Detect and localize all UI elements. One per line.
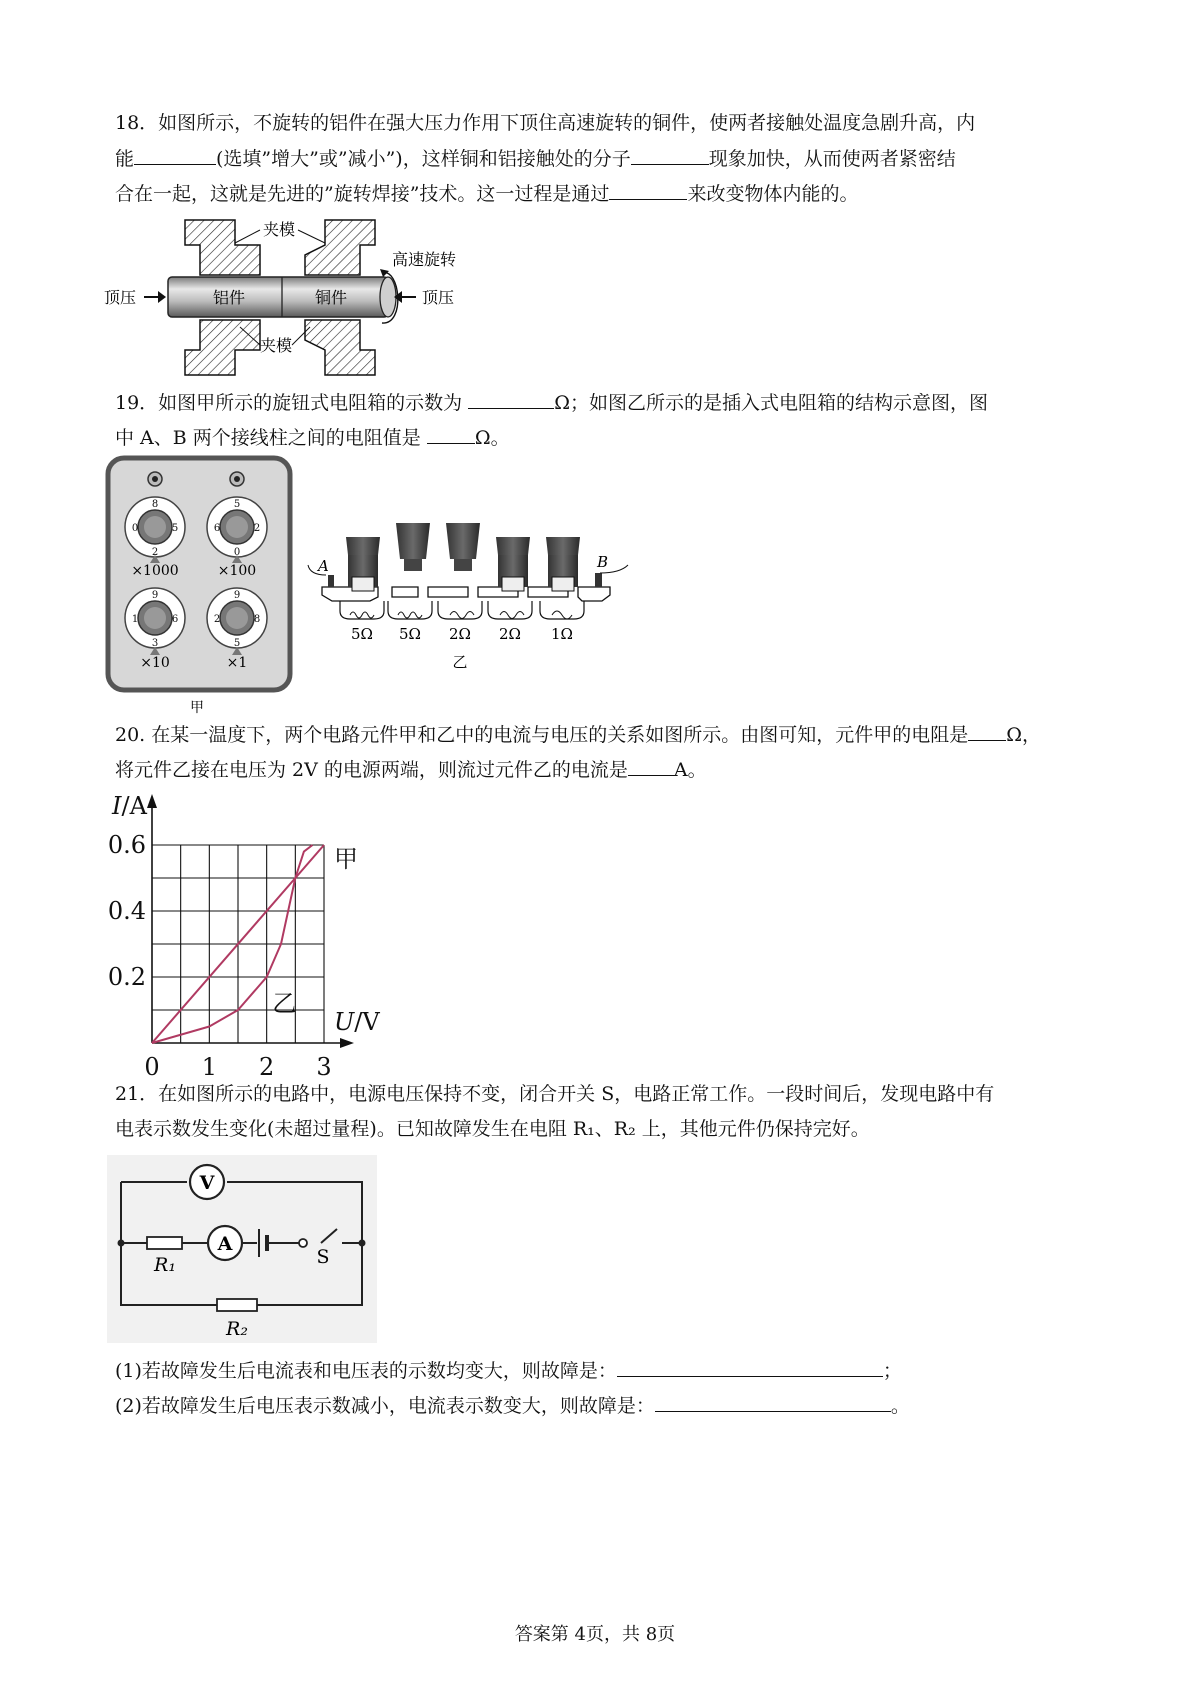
label-x1: ×1 xyxy=(226,655,248,671)
q18-line-3: 合在一起，这就是先进的”旋转焊接”技术。这一过程是通过 来改变物体内能的。 xyxy=(115,183,859,205)
switch-label: S xyxy=(316,1246,330,1268)
plug-1 xyxy=(346,537,380,591)
x-tick-label: 3 xyxy=(316,1053,332,1080)
q19-blank-2[interactable] xyxy=(427,425,475,444)
q21-sub-1: (1)若故障发生后电流表和电压表的示数均变大，则故障是： ； xyxy=(115,1360,902,1382)
svg-text:2: 2 xyxy=(213,614,221,625)
iu-chart xyxy=(100,790,400,1080)
q20-blank-1[interactable] xyxy=(968,722,1006,741)
plug-resistance-box-figure xyxy=(300,515,640,675)
x-tick-label: 0 xyxy=(144,1053,160,1080)
svg-text:5: 5 xyxy=(233,638,241,649)
clamp-bottom-label: 夹模 xyxy=(260,336,293,355)
svg-text:3: 3 xyxy=(151,638,159,649)
q19-line-2: 中 A、B 两个接线柱之间的电阻值是 Ω。 xyxy=(115,427,510,449)
terminal-a-label: A xyxy=(318,557,329,575)
svg-text:5: 5 xyxy=(171,523,179,534)
resistor-label-3: 2Ω xyxy=(449,625,471,643)
r1-label: R₁ xyxy=(154,1254,176,1276)
q18-blank-2[interactable] xyxy=(631,146,709,165)
circuit-diagram xyxy=(107,1155,377,1343)
label-x10: ×10 xyxy=(140,655,170,671)
q21-sub-2: (2)若故障发生后电压表示数减小，电流表示数变大，则故障是： 。 xyxy=(115,1395,910,1417)
q21-blank-2[interactable] xyxy=(655,1393,891,1412)
svg-text:9: 9 xyxy=(151,590,159,601)
svg-text:8: 8 xyxy=(151,499,159,510)
friction-welding-figure xyxy=(100,215,480,380)
svg-text:0: 0 xyxy=(233,547,241,558)
voltmeter-label: V xyxy=(199,1172,215,1194)
resistor-label-4: 2Ω xyxy=(499,625,521,643)
q21-blank-1[interactable] xyxy=(617,1358,883,1377)
copper-label: 铜件 xyxy=(315,288,348,307)
series-label-jia: 甲 xyxy=(334,845,358,873)
q18-blank-1[interactable] xyxy=(134,146,216,165)
q21-line-1: 21．在如图所示的电路中，电源电压保持不变，闭合开关 S，电路正常工作。一段时间后，发现电路中有 xyxy=(115,1083,995,1105)
q20-line-2: 将元件乙接在电压为 2V 的电源两端，则流过元件乙的电流是 A。 xyxy=(115,759,707,781)
press-right-label: 顶压 xyxy=(422,288,455,307)
plug-2 xyxy=(396,523,430,571)
r2-label: R₂ xyxy=(226,1318,248,1340)
press-left-label: 顶压 xyxy=(104,288,137,307)
label-x1000: ×1000 xyxy=(131,563,179,579)
q18-blank-3[interactable] xyxy=(609,181,687,200)
x-axis-label: U/V xyxy=(334,1008,380,1036)
q19-line-1: 19．如图甲所示的旋钮式电阻箱的示数为 Ω；如图乙所示的是插入式电阻箱的结构示意图，图 xyxy=(115,392,988,414)
svg-text:5: 5 xyxy=(233,499,241,510)
svg-text:2: 2 xyxy=(253,523,261,534)
x-tick-label: 1 xyxy=(201,1053,217,1080)
clamp-top-label: 夹模 xyxy=(263,220,296,239)
y-tick-label: 0.4 xyxy=(107,897,146,925)
plug-4 xyxy=(496,537,530,591)
svg-text:6: 6 xyxy=(171,614,179,625)
caption-yi: 乙 xyxy=(452,653,468,671)
aluminum-label: 铝件 xyxy=(213,288,246,307)
q18-line-1: 18．如图所示，不旋转的铝件在强大压力作用下顶住高速旋转的铜件，使两者接触处温度急剧升高，内 xyxy=(115,112,976,134)
page-footer: 答案第 4页，共 8页 xyxy=(514,1624,676,1645)
series-label-yi: 乙 xyxy=(272,989,297,1018)
terminal-b-label: B xyxy=(597,553,609,571)
q21-line-2: 电表示数发生变化(未超过量程)。已知故障发生在电阻 R₁、R₂ 上，其他元件仍保持完好。 xyxy=(115,1118,870,1140)
svg-text:0: 0 xyxy=(131,523,139,534)
resistor-label-5: 1Ω xyxy=(551,625,573,643)
svg-text:8: 8 xyxy=(253,614,261,625)
resistor-r2 xyxy=(217,1299,257,1311)
y-tick-label: 0.6 xyxy=(107,831,146,859)
rotary-resistance-box-figure xyxy=(105,455,295,720)
svg-text:9: 9 xyxy=(233,590,241,601)
svg-text:1: 1 xyxy=(131,614,139,625)
svg-text:2: 2 xyxy=(151,547,159,558)
label-x100: ×100 xyxy=(217,563,257,579)
resistor-label-2: 5Ω xyxy=(399,625,421,643)
rotate-label: 高速旋转 xyxy=(392,250,457,269)
resistor-r1 xyxy=(147,1237,182,1249)
y-tick-label: 0.2 xyxy=(107,963,146,991)
y-axis-label: I/A xyxy=(112,792,147,820)
x-tick-label: 2 xyxy=(259,1053,275,1080)
q18-line-2: 能 (选填”增大”或”减小”)，这样铜和铝接触处的分子 现象加快，从而使两者紧密结 xyxy=(115,148,956,170)
ammeter-label: A xyxy=(217,1233,233,1255)
resistor-label-1: 5Ω xyxy=(351,625,373,643)
svg-text:6: 6 xyxy=(213,523,221,534)
plug-5 xyxy=(546,537,580,591)
caption-jia: 甲 xyxy=(190,700,204,716)
plug-3 xyxy=(446,523,480,571)
q20-line-1: 20. 在某一温度下，两个电路元件甲和乙中的电流与电压的关系如图所示。由图可知，元件甲的电阻是 Ω， xyxy=(115,724,1042,746)
q19-blank-1[interactable] xyxy=(468,390,554,409)
q20-blank-2[interactable] xyxy=(628,757,674,776)
